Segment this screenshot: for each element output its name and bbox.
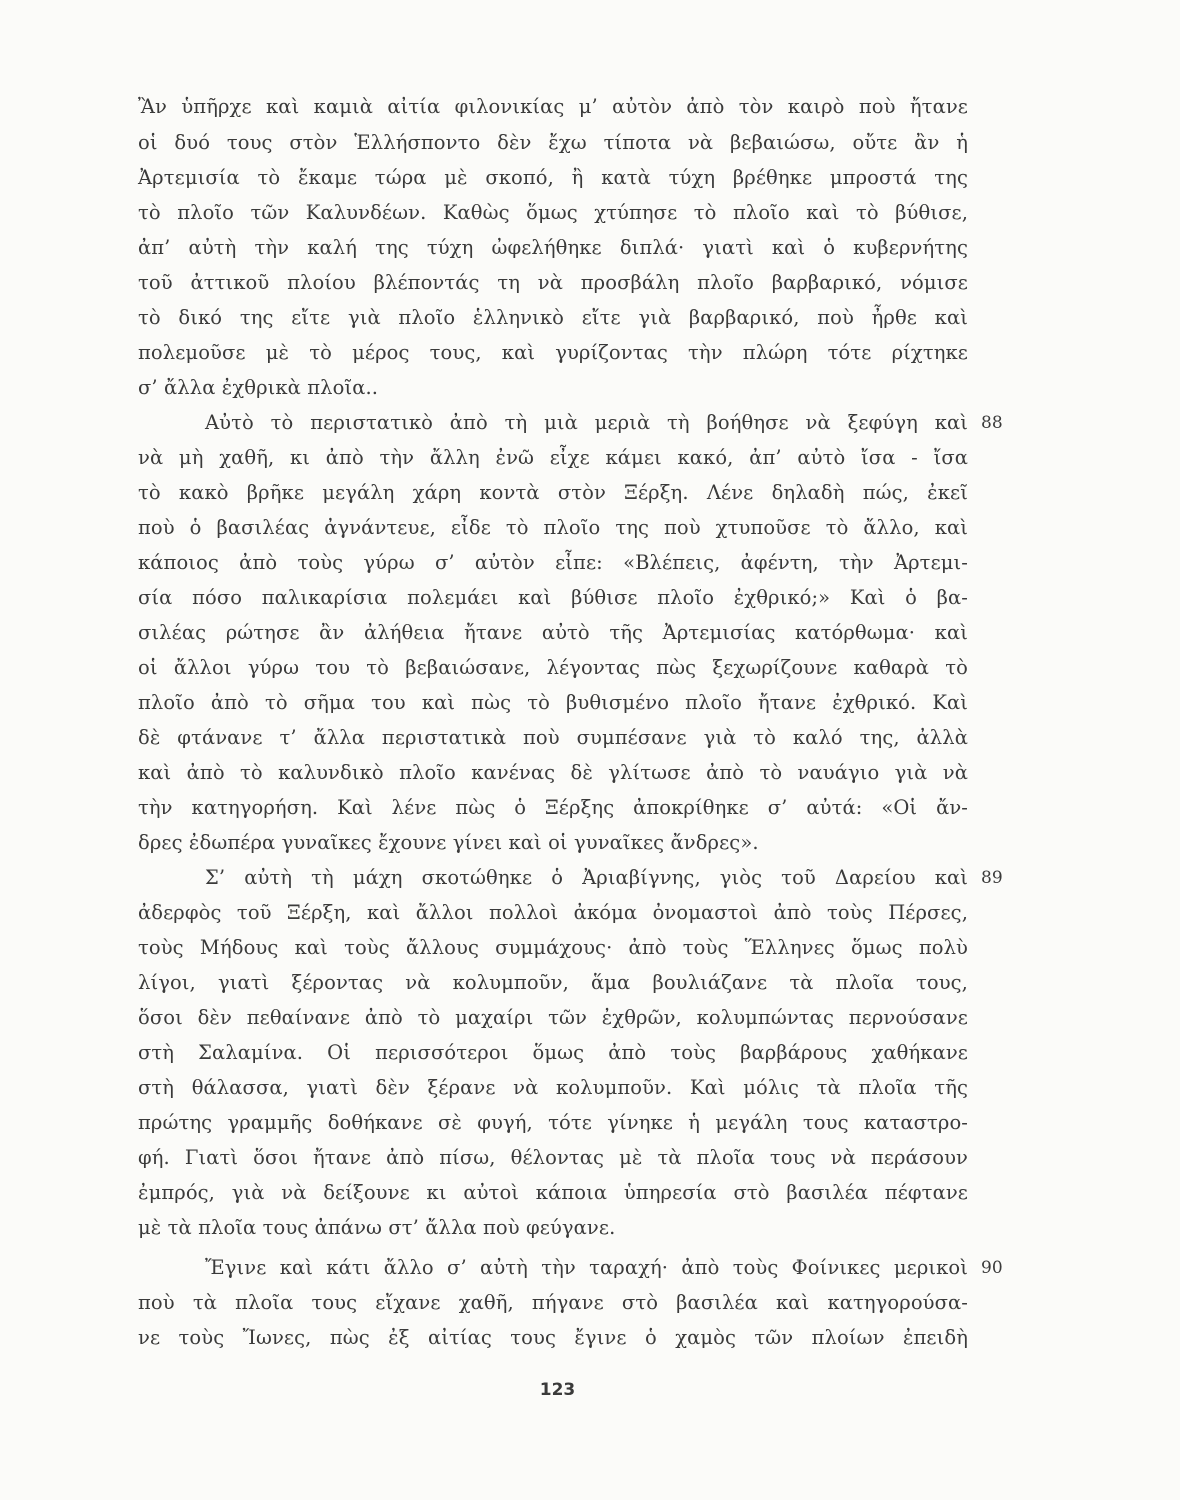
text-line: λίγοι, γιατὶ ξέροντας νὰ κολυμποῦν, ἅμα βουλιάζανε τὰ πλοῖα τους, <box>138 971 968 994</box>
text-line: τὸ πλοῖο τῶν Καλυνδέων. Καθὼς ὅμως χτύπησε τὸ πλοῖο καὶ τὸ βύθισε, <box>138 201 968 224</box>
text-line: Ἂν ὑπῆρχε καὶ καμιὰ αἰτία φιλονικίας μ’ αὐτὸν ἀπὸ τὸν καιρὸ ποὺ ἤτανε <box>138 95 968 118</box>
text-line: ἐμπρός, γιὰ νὰ δείξουνε κι αὐτοὶ κάποια ὑπηρεσία στὸ βασιλέα πέφτανε <box>138 1181 968 1204</box>
text-line: ποὺ ὁ βασιλέας ἀγνάντευε, εἶδε τὸ πλοῖο της ποὺ χτυποῦσε τὸ ἄλλο, καὶ <box>138 516 968 539</box>
text-line: πολεμοῦσε μὲ τὸ μέρος τους, καὶ γυρίζοντας τὴν πλώρη τότε ρίχτηκε <box>138 341 968 364</box>
text-line: τοῦ ἀττικοῦ πλοίου βλέποντάς τη νὰ προσβάλη πλοῖο βαρβαρικό, νόμισε <box>138 271 968 294</box>
text-line: οἱ ἄλλοι γύρω του τὸ βεβαιώσανε, λέγοντας πὼς ξεχωρίζουνε καθαρὰ τὸ <box>138 656 968 679</box>
text-line: σία πόσο παλικαρίσια πολεμάει καὶ βύθισε πλοῖο ἐχθρικό;» Καὶ ὁ βα- <box>138 586 968 609</box>
text-line: ποὺ τὰ πλοῖα τους εἴχανε χαθῆ, πήγανε στὸ βασιλέα καὶ κατηγορούσα- <box>138 1291 968 1314</box>
text-line: δὲ φτάνανε τ’ ἄλλα περιστατικὰ ποὺ συμπέσανε γιὰ τὸ καλό της, ἀλλὰ <box>138 726 968 749</box>
text-line: σ’ ἄλλα ἐχθρικὰ πλοῖα.. <box>138 376 379 399</box>
text-line: κάποιος ἀπὸ τοὺς γύρω σ’ αὐτὸν εἶπε: «Βλέπεις, ἀφέντη, τὴν Ἀρτεμι- <box>138 551 968 574</box>
text-line: Σ’ αὐτὴ τὴ μάχη σκοτώθηκε ὁ Ἀριαβίγνης, γιὸς τοῦ Δαρείου καὶ <box>205 866 968 889</box>
text-line: Ἔγινε καὶ κάτι ἄλλο σ’ αὐτὴ τὴν ταραχή· ἀπὸ τοὺς Φοίνικες μερικοὶ <box>205 1256 968 1279</box>
text-line: τὸ δικό της εἴτε γιὰ πλοῖο ἑλληνικὸ εἴτε γιὰ βαρβαρικό, ποὺ ἦρθε καὶ <box>138 306 968 329</box>
text-line: Αὐτὸ τὸ περιστατικὸ ἀπὸ τὴ μιὰ μεριὰ τὴ βοήθησε νὰ ξεφύγη καὶ <box>205 411 968 434</box>
text-line: πρώτης γραμμῆς δοθήκανε σὲ φυγή, τότε γίνηκε ἡ μεγάλη τους καταστρο- <box>138 1111 968 1134</box>
text-line: νε τοὺς Ἴωνες, πὼς ἐξ αἰτίας τους ἔγινε ὁ χαμὸς τῶν πλοίων ἐπειδὴ <box>138 1326 968 1349</box>
text-line: νὰ μὴ χαθῆ, κι ἀπὸ τὴν ἄλλη ἐνῶ εἶχε κάμει κακό, ἀπ’ αὐτὸ ἴσα - ἴσα <box>138 446 968 469</box>
text-line: στὴ Σαλαμίνα. Οἱ περισσότεροι ὅμως ἀπὸ τοὺς βαρβάρους χαθήκανε <box>138 1041 968 1064</box>
section-number: 89 <box>981 868 1003 888</box>
text-line: ἀπ’ αὐτὴ τὴν καλή της τύχη ὠφελήθηκε διπλά· γιατὶ καὶ ὁ κυβερνήτης <box>138 236 968 259</box>
text-line: μὲ τὰ πλοῖα τους ἀπάνω στ’ ἄλλα ποὺ φεύγανε. <box>138 1216 616 1239</box>
text-line: καὶ ἀπὸ τὸ καλυνδικὸ πλοῖο κανένας δὲ γλίτωσε ἀπὸ τὸ ναυάγιο γιὰ νὰ <box>138 761 968 784</box>
section-number: 88 <box>981 413 1003 433</box>
text-line: δρες ἐδωπέρα γυναῖκες ἔχουνε γίνει καὶ οἱ γυναῖκες ἄνδρες». <box>138 831 759 854</box>
text-line: τὸ κακὸ βρῆκε μεγάλη χάρη κοντὰ στὸν Ξέρξη. Λένε δηλαδὴ πώς, ἐκεῖ <box>138 481 968 504</box>
text-line: Ἀρτεμισία τὸ ἔκαμε τώρα μὲ σκοπό, ἢ κατὰ τύχη βρέθηκε μπροστά της <box>138 166 968 189</box>
section-number: 90 <box>981 1258 1003 1278</box>
text-line: πλοῖο ἀπὸ τὸ σῆμα του καὶ πὼς τὸ βυθισμένο πλοῖο ἤτανε ἐχθρικό. Καὶ <box>138 691 968 714</box>
page-number: 123 <box>539 1380 576 1400</box>
text-line: σιλέας ρώτησε ἂν ἀλήθεια ἤτανε αὐτὸ τῆς Ἀρτεμισίας κατόρθωμα· καὶ <box>138 621 968 644</box>
text-line: ἀδερφὸς τοῦ Ξέρξη, καὶ ἄλλοι πολλοὶ ἀκόμα ὀνομαστοὶ ἀπὸ τοὺς Πέρσες, <box>138 901 968 924</box>
text-line: φή. Γιατὶ ὅσοι ἤτανε ἀπὸ πίσω, θέλοντας μὲ τὰ πλοῖα τους νὰ περάσουν <box>138 1146 968 1169</box>
text-line: οἱ δυό τους στὸν Ἑλλήσποντο δὲν ἔχω τίποτα νὰ βεβαιώσω, οὔτε ἂν ἡ <box>138 131 968 154</box>
text-line: τὴν κατηγορήση. Καὶ λένε πὼς ὁ Ξέρξης ἀποκρίθηκε σ’ αὐτά: «Οἱ ἄν- <box>138 796 968 819</box>
text-line: στὴ θάλασσα, γιατὶ δὲν ξέρανε νὰ κολυμποῦν. Καὶ μόλις τὰ πλοῖα τῆς <box>138 1076 968 1099</box>
text-line: ὅσοι δὲν πεθαίνανε ἀπὸ τὸ μαχαίρι τῶν ἐχθρῶν, κολυμπώντας περνούσανε <box>138 1006 968 1029</box>
text-line: τοὺς Μήδους καὶ τοὺς ἄλλους συμμάχους· ἀπὸ τοὺς Ἕλληνες ὅμως πολὺ <box>138 936 968 959</box>
